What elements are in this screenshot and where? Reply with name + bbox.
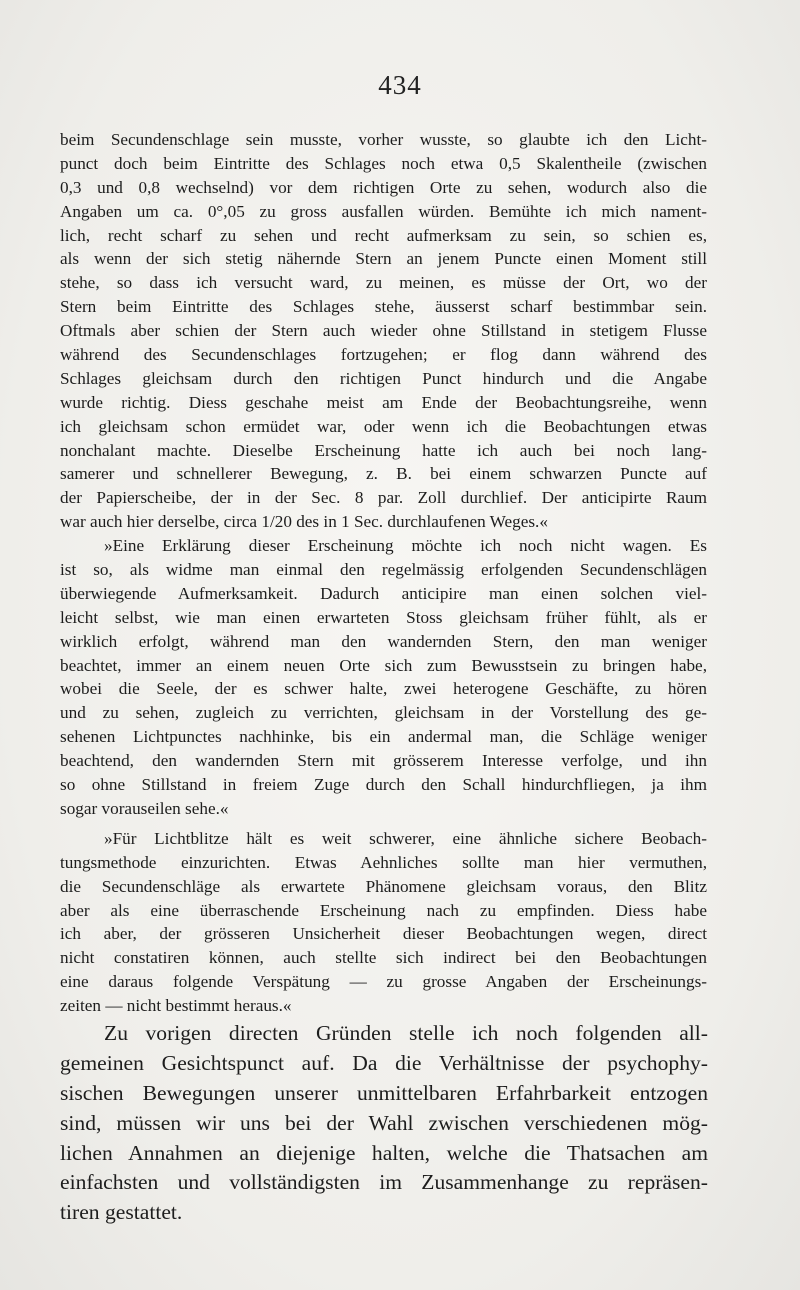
text-line: nonchalant machte. Dieselbe Erscheinung hatte ich auch bei noch lang- [60, 440, 707, 460]
text-line: Oftmals aber schien der Stern auch wieder ohne Stillstand in stetigem Flusse [60, 321, 707, 341]
text-line: punct doch beim Eintritte des Schlages noch etwa 0,5 Skalentheile (zwischen [60, 153, 707, 173]
text-line: gemeinen Gesichtspunct auf. Da die Verhältnisse der psychophy- [60, 1050, 708, 1075]
text-line: war auch hier derselbe, circa 1/20 des in 1 Sec. durchlaufenen Weges.« [60, 512, 548, 532]
text-line: einfachsten und vollständigsten im Zusammenhange zu repräsen- [60, 1170, 708, 1195]
main-paragraph [60, 1019, 708, 1228]
text-line: tiren gestattet. [60, 1200, 183, 1225]
text-line: der Papierscheibe, der in der Sec. 8 par. Zoll durchlief. Der anticipirte Raum [60, 488, 707, 508]
text-line: lichen Annahmen an diejenige halten, welche die Thatsachen am [60, 1140, 708, 1165]
text-line: die Secundenschläge als erwartete Phänomene gleichsam voraus, den Blitz [60, 876, 707, 896]
paragraph [60, 128, 707, 534]
text-line: stehe, so dass ich versucht ward, zu meinen, es müsse der Ort, wo der [60, 273, 707, 293]
paragraph [60, 1019, 708, 1228]
text-line: wobei die Seele, der es schwer halte, zwei heterogene Geschäfte, zu hören [60, 679, 707, 699]
text-line: »Eine Erklärung dieser Erscheinung möchte ich noch nicht wagen. Es [104, 536, 707, 556]
text-line: 0,3 und 0,8 wechselnd) vor dem richtigen Orte zu sehen, wodurch also die [60, 177, 707, 197]
text-line: samerer und schnellerer Bewegung, z. B. bei einem schwarzen Puncte auf [60, 464, 707, 484]
text-line: leicht selbst, wie man einen erwarteten Stoss gleichsam früher fühlt, als er [60, 607, 707, 627]
text-line: sogar vorauseilen sehe.« [60, 798, 229, 818]
text-line: sehenen Lichtpunctes nachhinke, bis ein andermal man, die Schläge weniger [60, 727, 707, 747]
text-line: lich, recht scharf zu sehen und recht aufmerksam zu sein, so schien es, [60, 225, 707, 245]
text-line: ich gleichsam schon ermüdet war, oder wenn ich die Beobachtungen etwas [60, 416, 707, 436]
text-line: ich aber, der grösseren Unsicherheit dieser Beobachtungen wegen, direct [60, 924, 707, 944]
text-line: als wenn der sich stetig nähernde Stern an jenem Puncte einen Moment still [60, 249, 707, 269]
paragraph [60, 827, 707, 1018]
text-line: während des Secundenschlages fortzugehen; er flog dann während des [60, 345, 707, 365]
text-line: beim Secundenschlage sein musste, vorher wusste, so glaubte ich den Licht- [60, 130, 707, 149]
text-line: überwiegende Aufmerksamkeit. Dadurch anticipire man einen solchen viel- [60, 583, 707, 603]
text-line: Schlages gleichsam durch den richtigen Punct hindurch und die Angabe [60, 368, 707, 388]
text-line: Zu vorigen directen Gründen stelle ich noch folgenden all- [104, 1021, 708, 1045]
text-line: Angaben um ca. 0°,05 zu gross ausfallen würden. Bemühte ich mich nament- [60, 201, 707, 221]
quoted-passage [60, 128, 707, 1018]
page-number: 434 [378, 70, 422, 100]
text-line: beachtet, immer an einem neuen Orte sich zum Bewusstsein zu bringen habe, [60, 655, 707, 675]
text-line: aber als eine überraschende Erscheinung nach zu empfinden. Diess habe [60, 900, 707, 920]
text-line: »Für Lichtblitze hält es weit schwerer, eine ähnliche sichere Beobach- [104, 828, 707, 848]
text-line: so ohne Stillstand in freiem Zuge durch den Schall hindurchfliegen, ja ihm [60, 775, 707, 795]
text-line: beachtend, den wandernden Stern mit grösserem Interesse verfolge, und ihn [60, 751, 707, 771]
text-line: wirklich erfolgt, während man den wandernden Stern, den man weniger [60, 631, 707, 651]
text-line: sind, müssen wir uns bei der Wahl zwischen verschiedenen mög- [60, 1110, 708, 1135]
paragraph [60, 534, 707, 821]
text-line: und zu sehen, zugleich zu verrichten, gleichsam in der Vorstellung des ge- [60, 703, 707, 723]
text-line: wurde richtig. Diess geschahe meist am Ende der Beobachtungsreihe, wenn [60, 392, 707, 412]
text-line: zeiten — nicht bestimmt heraus.« [60, 996, 292, 1016]
text-line: ist so, als widme man einmal den regelmässig erfolgenden Secundenschlägen [60, 560, 707, 580]
text-line: Stern beim Eintritte des Schlages stehe, äusserst scharf bestimmbar sein. [60, 297, 707, 317]
text-line: sischen Bewegungen unserer unmittelbaren Erfahrbarkeit entzogen [60, 1080, 708, 1105]
text-line: nicht constatiren können, auch stellte sich indirect bei den Beobachtungen [60, 948, 707, 968]
text-line: eine daraus folgende Verspätung — zu grosse Angaben der Erscheinungs- [60, 972, 707, 992]
text-line: tungsmethode einzurichten. Etwas Aehnliches sollte man hier vermuthen, [60, 852, 707, 872]
